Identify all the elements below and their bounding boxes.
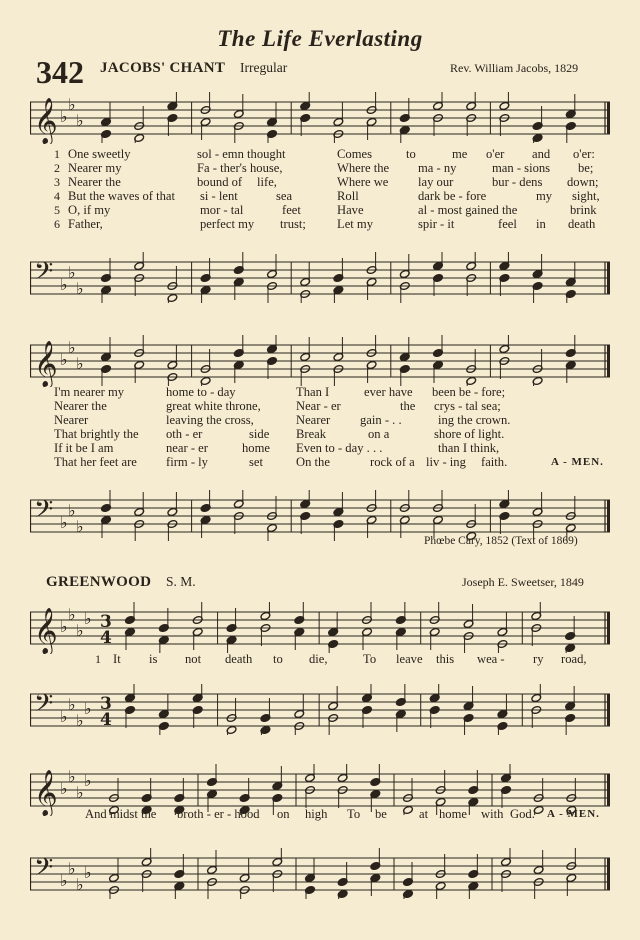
- meter-label-greenwood: S. M.: [166, 574, 196, 589]
- staff-bass-4: [30, 848, 610, 900]
- flat-sign-icon: ♭: [60, 617, 68, 636]
- flat-sign-icon: ♭: [60, 107, 68, 126]
- lyric: man - sions: [492, 161, 551, 175]
- lyric: be;: [578, 161, 594, 175]
- flat-sign-icon: ♭: [60, 871, 68, 890]
- composer-credit: Rev. William Jacobs, 1829: [450, 61, 579, 75]
- bass-clef-icon: 𝄢: [34, 257, 54, 292]
- lyric: home: [242, 441, 270, 455]
- lyric: trust;: [280, 217, 306, 231]
- lyric: Where we: [337, 175, 389, 189]
- lyric: perfect my: [200, 217, 255, 231]
- lyric: Nearer: [54, 413, 89, 427]
- flat-sign-icon: ♭: [76, 354, 84, 373]
- verse-number: 1: [54, 147, 60, 161]
- lyric: One sweetly: [68, 147, 131, 161]
- page-title: The Life Everlasting: [217, 26, 423, 51]
- lyric: o'er:: [573, 147, 595, 161]
- treble-clef-icon: 𝄞: [34, 770, 58, 816]
- lyric: Where the: [337, 161, 390, 175]
- flat-sign-icon: ♭: [68, 605, 76, 624]
- verse-block-1: [54, 147, 614, 239]
- flat-sign-icon: ♭: [76, 711, 84, 730]
- lyric: o'er: [486, 147, 505, 161]
- lyric: ing the crown.: [438, 413, 511, 427]
- lyric: On the: [296, 455, 330, 469]
- lyric: That brightly the: [54, 427, 139, 441]
- lyric: leaving the cross,: [166, 413, 254, 427]
- lyric: bound of: [197, 175, 243, 189]
- lyric: It: [113, 652, 121, 666]
- flat-sign-icon: ♭: [68, 263, 76, 282]
- time-signature-top: 3: [100, 612, 112, 632]
- lyric: Father,: [68, 217, 103, 231]
- verse-block-2: [54, 385, 614, 477]
- lyric: spir - it: [418, 217, 455, 231]
- lyric: set: [249, 455, 263, 469]
- staff-treble-2: [30, 335, 610, 387]
- lyric: life,: [257, 175, 277, 189]
- lyric: side: [249, 427, 270, 441]
- time-signature-bottom: 4: [100, 628, 112, 648]
- lyric: bur - dens: [492, 175, 543, 189]
- flat-sign-icon: ♭: [68, 95, 76, 114]
- lyric: ever have: [364, 385, 413, 399]
- lyric: liv - ing: [426, 455, 466, 469]
- lyric: great white throne,: [166, 399, 261, 413]
- lyric: wea -: [477, 652, 505, 666]
- lyric: shore of light.: [434, 427, 505, 441]
- flat-sign-icon: ♭: [68, 501, 76, 520]
- lyric: leave: [396, 652, 423, 666]
- lyric: high: [305, 807, 328, 821]
- amen-label-greenwood: A - MEN.: [547, 808, 600, 820]
- lyric: Nearer: [296, 413, 331, 427]
- composer-credit-greenwood: Joseph E. Sweetser, 1849: [462, 575, 584, 589]
- flat-sign-icon: ♭: [68, 695, 76, 714]
- treble-clef-icon: 𝄞: [34, 98, 58, 144]
- lyric: si - lent: [200, 189, 238, 203]
- flat-sign-icon: ♭: [68, 859, 76, 878]
- flat-sign-icon: ♭: [76, 517, 84, 536]
- staff-bass-3: [30, 684, 610, 736]
- lyric: God.: [510, 807, 535, 821]
- lyric: home to - day: [166, 385, 236, 399]
- flat-sign-icon: ♭: [76, 279, 84, 298]
- verse-number: 4: [54, 189, 60, 203]
- lyric: this: [436, 652, 455, 666]
- treble-clef-icon: 𝄞: [34, 341, 58, 387]
- lyric: on a: [368, 427, 390, 441]
- flat-sign-icon: ♭: [84, 699, 92, 718]
- lyric: been be - fore;: [432, 385, 506, 399]
- flat-sign-icon: ♭: [60, 707, 68, 726]
- lyric: at: [419, 807, 429, 821]
- lyric: sea: [276, 189, 293, 203]
- lyric: Comes: [337, 147, 372, 161]
- lyric: ma - ny: [418, 161, 457, 175]
- lyric: is: [149, 652, 158, 666]
- lyric: mor - tal: [200, 203, 244, 217]
- lyric: al - most gained the: [418, 203, 518, 217]
- flat-sign-icon: ♭: [84, 609, 92, 628]
- lyric: rock of a: [370, 455, 415, 469]
- verse-number: 1: [95, 652, 101, 666]
- flat-sign-icon: ♭: [60, 275, 68, 294]
- lyric: I'm nearer my: [54, 385, 125, 399]
- lyric: die,: [309, 652, 328, 666]
- verse-number: 6: [54, 217, 60, 231]
- lyric: Nearer the: [54, 399, 107, 413]
- flat-sign-icon: ♭: [84, 771, 92, 790]
- flat-sign-icon: ♭: [60, 779, 68, 798]
- lyric: gain - . .: [360, 413, 402, 427]
- lyric: ry: [533, 652, 544, 666]
- meter-label: Irregular: [240, 60, 288, 75]
- lyric: down;: [567, 175, 599, 189]
- verse-number: 5: [54, 203, 60, 217]
- lyric: brink: [570, 203, 597, 217]
- lyric: To: [363, 652, 377, 666]
- lyric: But the waves of that: [68, 189, 176, 203]
- lyric: be: [375, 807, 387, 821]
- lyric: feet: [282, 203, 301, 217]
- time-signature-bottom: 4: [100, 710, 112, 730]
- lyric: lay our: [418, 175, 454, 189]
- tune-name: JACOBS' CHANT: [100, 60, 226, 76]
- lyric: Fa - ther's house,: [197, 161, 283, 175]
- lyric: Nearer my: [68, 161, 122, 175]
- lyric: than I think,: [438, 441, 500, 455]
- bass-clef-icon: 𝄢: [34, 495, 54, 530]
- lyric: Roll: [337, 189, 359, 203]
- lyric: near - er: [166, 441, 208, 455]
- amen-label: A - MEN.: [551, 456, 604, 468]
- staff-treble-3: [30, 602, 610, 654]
- lyric: oth - er: [166, 427, 203, 441]
- bass-clef-icon: 𝄢: [34, 853, 54, 888]
- flat-sign-icon: ♭: [60, 513, 68, 532]
- tune-name-greenwood: GREENWOOD: [46, 574, 152, 590]
- lyric: Break: [296, 427, 327, 441]
- flat-sign-icon: ♭: [68, 338, 76, 357]
- lyric: faith.: [481, 455, 508, 469]
- flat-sign-icon: ♭: [84, 863, 92, 882]
- lyric: If it be I am: [54, 441, 114, 455]
- lyric: home: [439, 807, 467, 821]
- lyric: Even to - day . . .: [296, 441, 383, 455]
- lyric: O, if my: [68, 203, 111, 217]
- lyric: Nearer the: [68, 175, 121, 189]
- lyric: Than I: [296, 385, 330, 399]
- flat-sign-icon: ♭: [76, 875, 84, 894]
- lyric: my: [536, 189, 553, 203]
- flat-sign-icon: ♭: [76, 111, 84, 130]
- lyric: not: [185, 652, 202, 666]
- lyric: death: [568, 217, 596, 231]
- lyric: dark be - fore: [418, 189, 487, 203]
- lyric: on: [277, 807, 290, 821]
- lyric: to: [273, 652, 283, 666]
- flat-sign-icon: ♭: [76, 783, 84, 802]
- lyric: death: [225, 652, 253, 666]
- flat-sign-icon: ♭: [68, 767, 76, 786]
- lyric: That her feet are: [54, 455, 137, 469]
- lyric: Have: [337, 203, 364, 217]
- greenwood-lyrics-2: [85, 807, 615, 823]
- lyric: firm - ly: [166, 455, 208, 469]
- flat-sign-icon: ♭: [60, 350, 68, 369]
- lyric: the: [400, 399, 416, 413]
- hymn-number: 342: [36, 54, 84, 90]
- greenwood-lyrics-1: [95, 652, 615, 668]
- lyric: And midst the: [85, 807, 157, 821]
- treble-clef-icon: 𝄞: [34, 608, 58, 654]
- lyric: To: [347, 807, 361, 821]
- text-credit: Phœbe Cary, 1852 (Text of 1869): [424, 535, 578, 547]
- verse-number: 2: [54, 161, 60, 175]
- lyric: Near - er: [296, 399, 341, 413]
- bass-clef-icon: 𝄢: [34, 689, 54, 724]
- lyric: sol - emn thought: [197, 147, 286, 161]
- lyric: crys - tal sea;: [434, 399, 501, 413]
- staff-treble-1: [30, 92, 610, 144]
- lyric: and: [532, 147, 551, 161]
- lyric: broth - er - hood: [177, 807, 260, 821]
- flat-sign-icon: ♭: [76, 621, 84, 640]
- time-signature-top: 3: [100, 694, 112, 714]
- lyric: to: [406, 147, 416, 161]
- lyric: road,: [561, 652, 587, 666]
- lyric: sight,: [572, 189, 600, 203]
- staff-bass-1: [30, 252, 610, 304]
- lyric: me: [452, 147, 468, 161]
- lyric: in: [536, 217, 546, 231]
- verse-number: 3: [54, 175, 60, 189]
- lyric: feel: [498, 217, 517, 231]
- lyric: Let my: [337, 217, 374, 231]
- lyric: with: [481, 807, 504, 821]
